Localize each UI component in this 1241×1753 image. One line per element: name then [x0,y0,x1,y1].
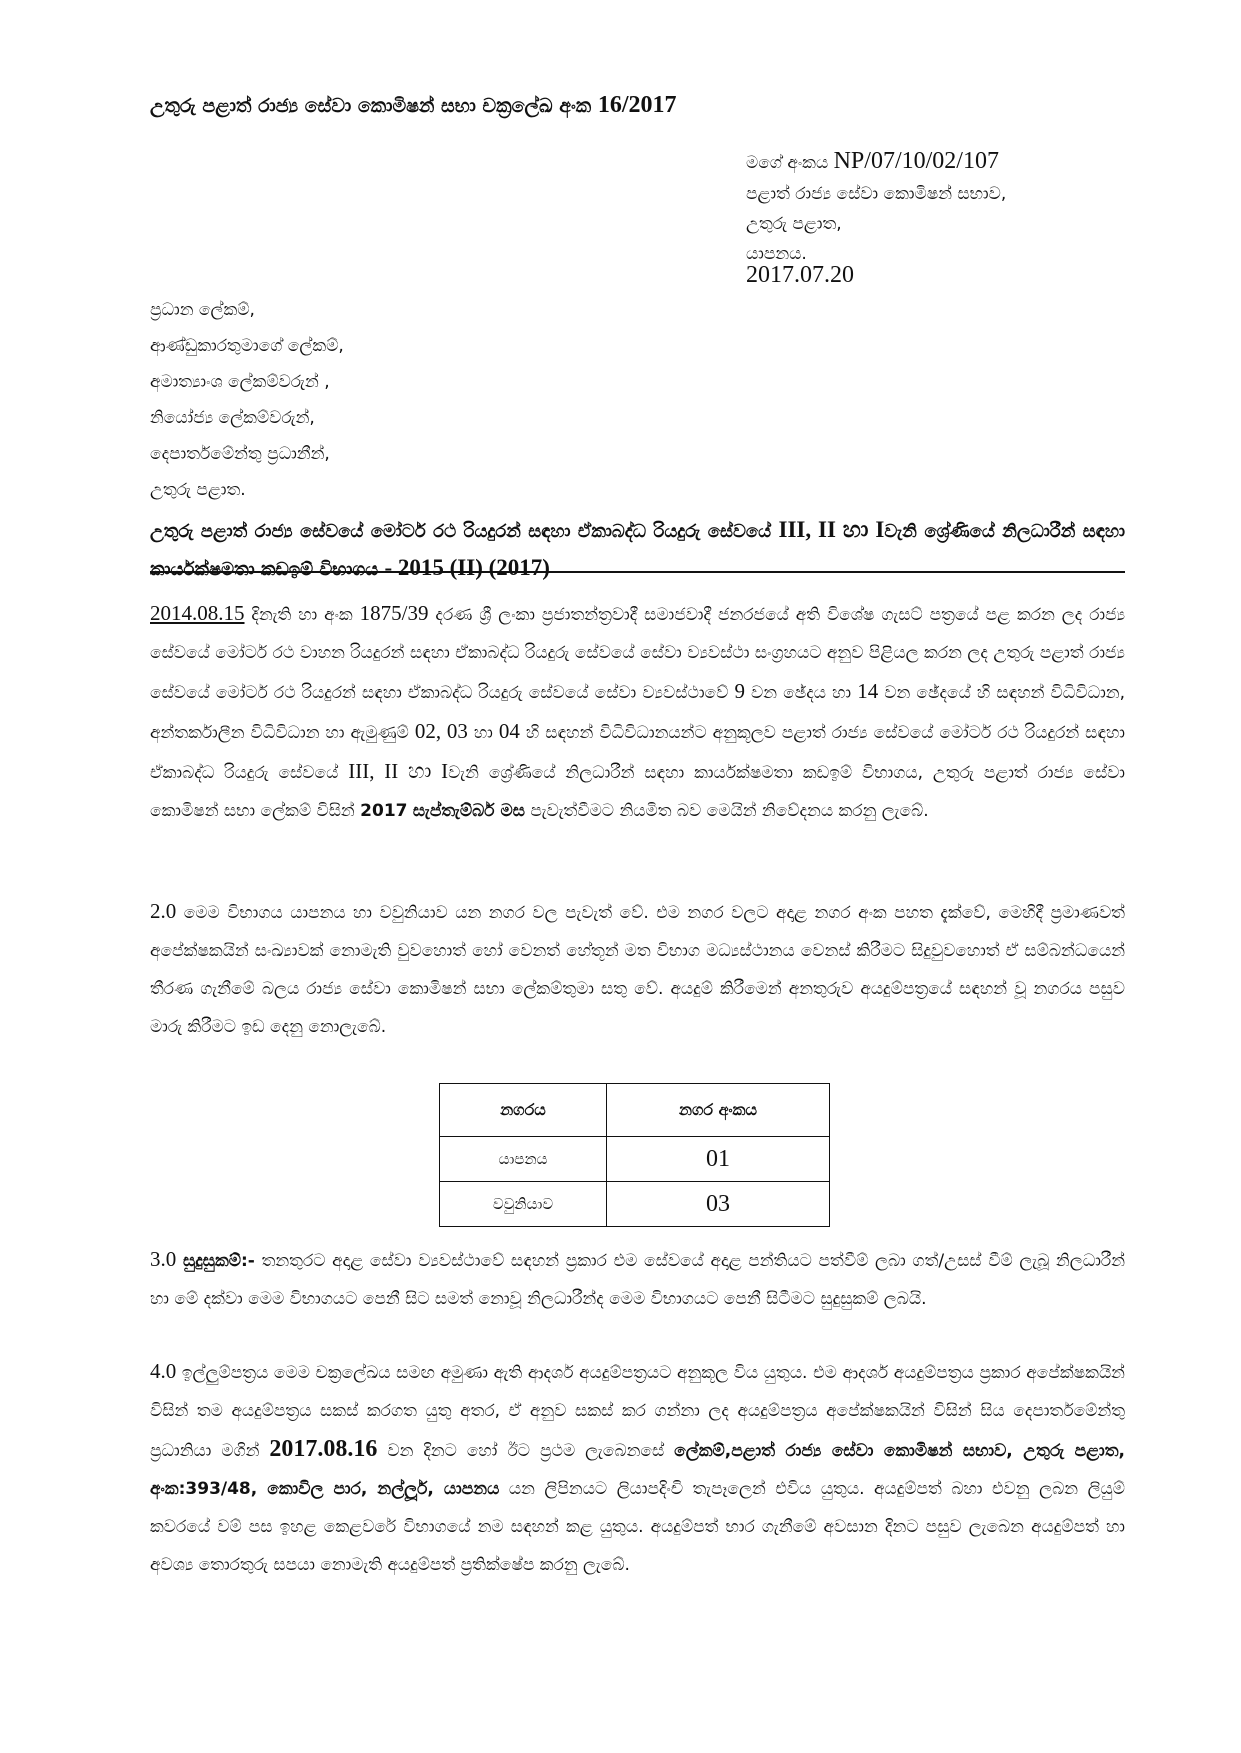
city-name: වවුනියාව [440,1182,607,1227]
paragraph-number: 4.0 [150,1359,177,1383]
paragraph-text: තනතුරට අදාළ සේවා ව්‍යවස්ථාවේ සඳහන් ප්‍රකාර එම සේවයේ අදාළ පන්තියට පත්වීම් ලබා ගත්/උසස් වීම් ලැබූ නිලධාරීන් හා මේ දක්වා මෙම විභාගයට පෙනී සිට සමත් නොවූ නිලධාරීන්ද මෙම විභාගයට පෙනී සිටීමට සුදුසුකම් ලබයි. [150,1251,1126,1309]
reference-label: මගේ අංකය [746,153,829,173]
addressee-line: නියෝජ්‍ය ලේකම්වරුන්, [150,408,315,428]
gazette-date: 2014.08.15 [150,601,245,625]
title-grades: III, II හා I [778,517,885,542]
table-header-city-code: නගර අංකය [607,1084,830,1137]
city-code: 01 [607,1137,830,1182]
exam-month: සැප්තැම්බර් මස [412,801,525,821]
addressee-line: දෙපාර්තමේන්තු ප්‍රධානීන්, [150,444,330,464]
paragraph-text: දරණ ශ්‍රී ලංකා ප්‍රජාතන්ත්‍රවාදී සමාජවාදී ජනරජයේ අති විශේෂ ගැසට් පත්‍රයේ පළ කරන ලද රාජ්‍ය සේවයේ මෝටර් රථ වාහන රියදුරන් සඳහා ඒකාබද්ධ රියදුරු සේවයේ සේවා ව්‍යවස්ථා සංග්‍රහයට අනුව පිළියල කරන ලද උතුරු පළාත් රාජ්‍ය සේවයේ මෝටර් රථ රියදුරන් සඳහා ඒකාබද්ධ රියදුරු සේවයේ සේවා ව්‍යවස්ථාවේ [150,605,1126,703]
paragraph-number: 9 [734,679,745,703]
gazette-number: 1875/39 [359,601,429,625]
addressee-line: ප්‍රධාන ලේකම්, [150,300,255,320]
paragraph-number: 04 [498,719,520,743]
paragraph-1 [150,594,1125,830]
table-header-row [440,1084,830,1137]
qualifications-label: සුදුසුකම්:- [182,1251,255,1271]
paragraph-text: පැවැත්වීමට නියමිත බව මෙයින් නිවේදනය කරනු ලැබේ. [530,801,929,821]
title-part-1: උතුරු පළාත් රාජ්‍ය සේවයේ මෝටර් රථ රියදුරන් සඳහා ඒකාබද්ධ රියදුරු සේවයේ [150,521,772,542]
title-part-2: වැනි ශ්‍රේණියේ නිලධාරීන් සඳහා කාර්යක්ෂමතා කඩඉම් විභාගය [150,521,1125,580]
paragraph-text: වන ඡේදයේ හි සඳහන් විධිවිධාන, අන්තර්කාලීන විධිවිධාන හා ඇමුණුම් [150,683,1125,743]
paragraph-text: හා [473,723,493,743]
circular-title: උතුරු පළාත් රාජ්‍ය සේවා කොමිෂන් සභා චක්‍රලේඛ අංක [150,95,592,117]
paragraph-text: දිනැති හා අංක [251,605,353,625]
office-line-1: පළාත් රාජ්‍ය සේවා කොමිෂන් සභාව, [746,184,1007,204]
city-name: යාපනය [440,1137,607,1182]
office-line-3: යාපනය. [746,244,807,264]
application-deadline: 2017.08.16 [269,1436,378,1462]
paragraph-text: යන ලිපිනයට ලියාපදිංචි තැපෑලෙන් එවිය යුතුය. අයදුම්පත් බහා එවනු ලබන ලියුම් කවරයේ වම් පස ඉහළ කෙළවරේ විභාගයේ නම සඳහන් කළ යුතුය. අයදුම්පත් භාර ගැනීමේ අවසාන දිනට පසුව ලැබෙන අයදුම්පත් හා අවශ්‍ය තොරතුරු සපයා නොමැති අයදුම්පත් ප්‍රතික්ෂේප කරනු ලැබේ. [150,1479,1125,1575]
circular-number: 16/2017 [597,92,677,118]
paragraph-grades: III, II හා I [348,759,449,783]
table-row [440,1137,830,1182]
paragraph-text: හි සඳහන් විධිවිධානයන්ට අනුකූලව පළාත් රාජ්‍ය සේවයේ මෝටර් රථ රියදුරන් සඳහා ඒකාබද්ධ රියදුරු සේවයේ [150,723,1126,783]
addressee-line: උතුරු පළාත. [150,480,246,500]
table-row [440,1182,830,1227]
title-exam-code: - 2015 (II) (2017) [384,555,550,580]
addressee-line: අමාත්‍යාංශ ලේකම්වරුන් , [150,372,330,392]
addressee-line: ආණ්ඩුකාරතුමාගේ ලේකම්, [150,336,344,356]
office-line-2: උතුරු පළාත, [746,214,842,234]
paragraph-4 [150,1352,1125,1584]
paragraph-text: වැනි ශ්‍රේණියේ නිලධාරීන් සඳහා කාර්යක්ෂමතා කඩඉම් විභාගය, උතුරු පළාත් රාජ්‍ය සේවා කොමිෂන් සභා ලේකම් විසින් [150,763,1125,821]
circular-heading [150,92,677,119]
paragraph-3 [150,1240,1125,1318]
address-text: , කොවිල පාර, නල්ලූර්, යාපනය [250,1479,500,1499]
paragraph-text: මෙම විභාගය යාපනය හා වවුනියාව යන නගර වල පැවැත් වේ. එම නගර වලට අදාළ නගර අංක පහත දැක්වේ, මෙහිදී ප්‍රමාණවත් අපේක්ෂකයින් සංඛ්‍යාවක් නොමැති වුවහොත් හෝ වෙනත් හේතූන් මත විභාග මධ්‍යස්ථානය වෙනස් කිරීමට සිදුවුවහොත් ඒ සම්බන්ධයෙන් තීරණ ගැනීමේ බලය රාජ්‍ය සේවා කොමිෂන් සභා ලේකම්තුමා සතු වේ. අයදුම් කිරීමෙන් අනතුරුව අයදුම්පත්‍රයේ සඳහන් වූ නගරය පසුව මාරු කිරීමට ඉඩ දෙනු නොලැබේ. [150,903,1125,1037]
paragraph-2 [150,892,1125,1046]
address-number: 393/48 [185,1479,251,1499]
reference-number [746,148,999,175]
letter-date: 2017.07.20 [746,262,854,288]
exam-cities-table [439,1083,830,1227]
paragraph-number: 02, 03 [414,719,468,743]
paragraph-text: වන ඡේදය හා [751,683,852,703]
paragraph-number: 3.0 [150,1247,177,1271]
paragraph-number: 2.0 [150,899,177,923]
exam-year: 2017 [360,801,408,821]
reference-value: NP/07/10/02/107 [833,148,999,174]
paragraph-text: ඉල්ලුම්පත්‍රය මෙම චක්‍රලේඛය සමඟ අමුණා ඇති ආදර්ශ අයදුම්පත්‍රයට අනුකූල විය යුතුය. එම ආදර්ශ අයදුම්පත්‍රය ප්‍රකාර අපේක්ෂකයින් විසින් තම අයදුම්පත්‍රය සකස් කරගත යුතු අතර, ඒ අනුව සකස් කර ගන්නා ලද අයදුම්පත්‍රය අපේක්ෂකයින් විසින් සිය දෙපාර්තමේන්තු ප්‍රධානියා මගින් [150,1363,1125,1461]
title-underline [150,571,1125,573]
table-header-city: නගරය [440,1084,607,1137]
paragraph-number: 14 [857,679,879,703]
exam-title [150,512,1125,588]
paragraph-text: වන දිනට හෝ ඊට ප්‍රථම ලැබෙනසේ [387,1441,665,1461]
city-code: 03 [607,1182,830,1227]
address-text: ලේකම්,පළාත් රාජ්‍ය සේවා කොමිෂන් සභාව, උතුරු පළාත, අංක: [150,1441,1125,1499]
